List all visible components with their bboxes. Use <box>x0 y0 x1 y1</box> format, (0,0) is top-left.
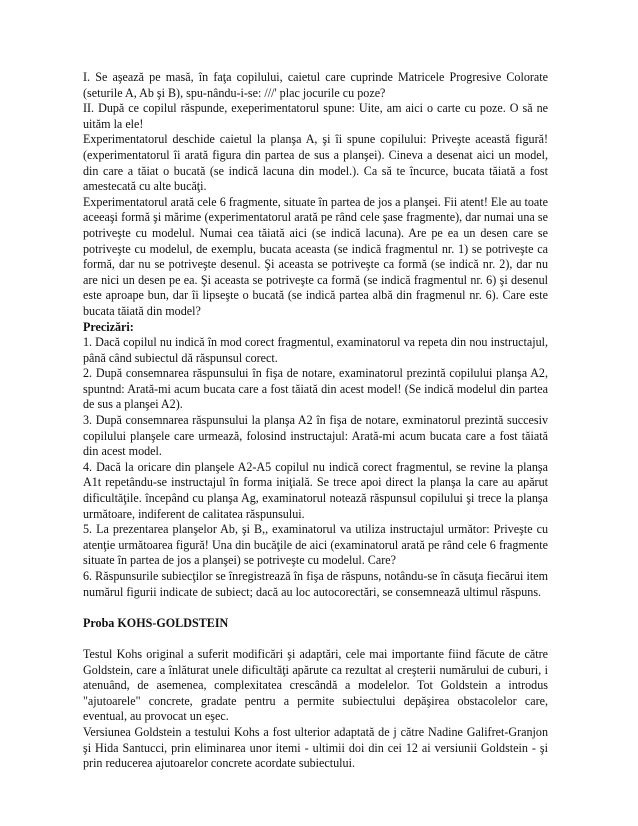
paragraph-intro-3: Experimentatorul deschide caietul la planşa A, şi îi spune copilului: Priveşte această figură! (experimentatorul îi arată figura din partea de sus a planşei). Cineva a desenat aici un model, din care a tăiat o bucată (se indică lacuna din model.). Ca să te încurce, bucata tăiată a fost amestecată cu alte bucăţi. <box>83 132 548 194</box>
paragraph-proba-2: Versiunea Goldstein a testului Kohs a fost ulterior adaptată de j către Nadine Galifret-Granjon şi Hida Santucci, prin eliminarea unor itemi - ultimii doi din cei 12 ai versiunii Goldstein - şi prin reducerea ajutoarelor concrete acordate subiectului. <box>83 724 548 771</box>
precizare-item-5: 5. La prezentarea planşelor Ab, şi B,, examinatorul va utiliza instructajul următor: Priveşte cu atenţie următoarea figură! Una din bucăţile de aici (examinatorul arată pe rând cele 6 fragmente situate în partea de jos a planşei) se potriveşte cu modelul. Care? <box>83 522 548 568</box>
precizare-item-6: 6. Răspunsurile subiecţilor se înregistrează în fişa de răspuns, notându-se în căsuţa fiecărui item numărul figurii indicate de subiect; dacă au loc autocorectări, se consemnează ultimul răspuns. <box>83 569 548 599</box>
paragraph-proba-1: Testul Kohs original a suferit modificări şi adaptări, cele mai importante fiind făcute de către Goldstein, care a înlăturat unele dificultăţi apărute ca rezultat al creşterii numărului de cuburi, i atenuând, de asemenea, complexitatea crescândă a modelelor. Tot Goldstein a introdus "ajutoarele" concrete, gradate pentru a permite subiectului depăşirea obstacolelor care, eventual, au provocat un eşec. <box>83 646 548 724</box>
paragraph-intro-1: I. Se aşează pe masă, în faţa copilului, caietul care cuprinde Matricele Progresive Colorate (seturile A, Ab şi B), spu-nându-i-se: ///' plac jocurile cu poze? <box>83 70 548 100</box>
precizare-item-3: 3. După consemnarea răspunsului la planşa A2 în fişa de notare, exminatorul prezintă succesiv copilului planşele care urmează, folosind instructajul: Arată-mi acum bucata care a fost tăiată din acest model. <box>83 413 548 459</box>
paragraph-intro-2: II. După ce copilul răspunde, exeperimentatorul spune: Uite, am aici o carte cu poze. O să ne uităm la ele! <box>83 101 548 131</box>
document-page <box>83 70 548 772</box>
proba-heading: Proba KOHS-GOLDSTEIN <box>83 615 229 630</box>
precizari-heading: Precizări: <box>83 319 134 334</box>
precizare-item-4: 4. Dacă la oricare din planşele A2-A5 copilul nu indică corect fragmentul, se revine la planşa A1t repetându-se instructajul în forma iniţială. Se trece apoi direct la planşa la care au apărut dificultăţile. începând cu planşa Ag, examinatorul notează răspunsul copilului şi trece la planşa următoare, indiferent de calitatea răspunsului. <box>83 459 548 521</box>
section-spacer <box>83 600 548 616</box>
precizare-item-1: 1. Dacă copilul nu indică în mod corect fragmentul, examinatorul va repeta din nou instructajul, până când subiectul dă răspunsul corect. <box>83 335 548 365</box>
section-spacer <box>83 631 548 647</box>
paragraph-intro-4: Experimentatorul arată cele 6 fragmente, situate în partea de jos a planşei. Fii atent! Ele au toate aceeaşi formă şi mărime (experimentatorul arată pe rând cele şase fragmente), dar numai una se potriveşte cu modelul. Numai cea tăiată aici (se indică lacuna). Are pe ea un desen care se potriveşte cu modelul, de exemplu, bucata aceasta (se indică fragmentul nr. 1) se potriveşte ca formă, dar nu se potriveşte desenul. Şi aceasta se potriveşte ca formă (se indică nr. 2), dar nu are nici un desen pe ea. Şi aceasta se potriveşte ca formă (se indică fragmentul nr. 6) şi desenul este aproape bun, dar îi lipseşte o bucată (se indică partea albă din fragmenul nr. 6). Care este bucata tăiată din model? <box>83 194 548 318</box>
precizare-item-2: 2. După consemnarea răspunsului în fişa de notare, examinatorul prezintă copilului planşa A2, spuntnd: Arată-mi acum bucata care a fost tăiată din acest model! (Se indică modelul din partea de sus a planşei A2). <box>83 366 548 412</box>
